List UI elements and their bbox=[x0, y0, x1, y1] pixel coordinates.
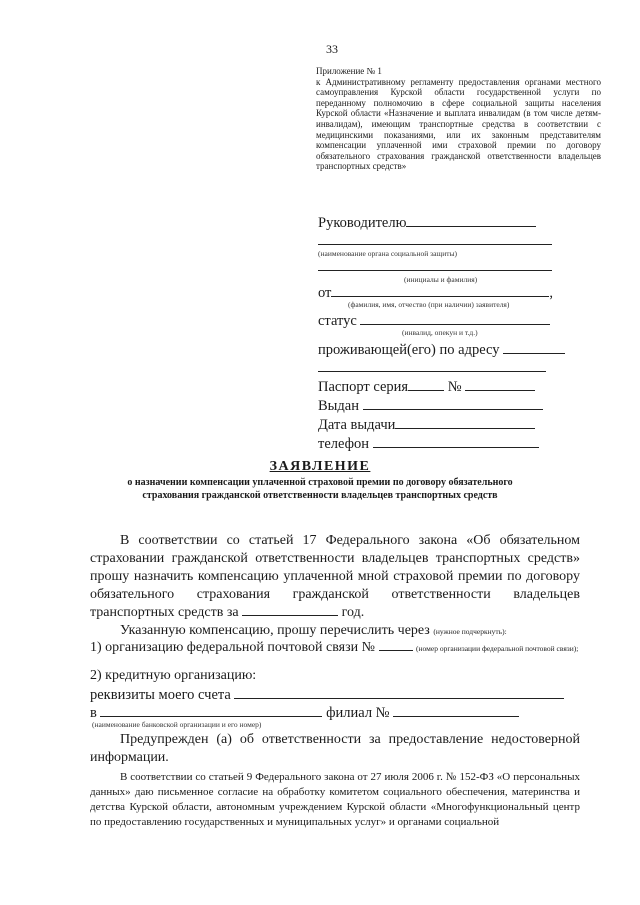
page-number: 33 bbox=[326, 42, 338, 56]
paragraph-request bbox=[90, 532, 580, 622]
requisites-field bbox=[90, 685, 564, 704]
passport-field bbox=[318, 377, 535, 396]
option-post-hint: (номер организации федеральной почтовой связи); bbox=[416, 644, 579, 653]
status-line[interactable] bbox=[360, 311, 550, 325]
option-bank: 2) кредитную организацию: bbox=[90, 668, 257, 683]
post-number-line[interactable] bbox=[379, 639, 413, 651]
document-title: ЗАЯВЛЕНИЕ bbox=[269, 459, 371, 474]
address-field bbox=[318, 340, 565, 359]
requisites-line[interactable] bbox=[234, 685, 564, 699]
issued-line[interactable] bbox=[363, 396, 543, 410]
passport-label: Паспорт серия bbox=[318, 379, 409, 395]
option-post bbox=[90, 639, 580, 658]
branch-label: филиал № bbox=[326, 705, 390, 721]
appendix-block bbox=[316, 66, 601, 172]
from-field: от , bbox=[318, 285, 554, 301]
paragraph-request-text: В соответствии со статьей 17 Федерального закона «Об обязательном страховании гражданской ответственности владельцев транспортных средств» прошу назначить компенсацию уплаченной мной страховой премии по договору обязательного страхования гражданской ответственности владельцев транспортных средств за bbox=[90, 533, 580, 620]
bank-line[interactable] bbox=[100, 703, 322, 717]
paragraph-warning: Предупрежден (а) об ответственности за предоставление недостоверной информации. bbox=[90, 732, 580, 765]
head-field bbox=[318, 213, 536, 232]
status-hint: (инвалид, опекун и т.д.) bbox=[402, 328, 478, 337]
paragraph-transfer-text: Указанную компенсацию, прошу перечислить через bbox=[120, 623, 430, 638]
head-line[interactable] bbox=[406, 213, 536, 227]
passport-series-line[interactable] bbox=[408, 377, 444, 391]
phone-field bbox=[318, 434, 539, 453]
issue-date-line[interactable] bbox=[395, 415, 535, 429]
option-post-text: 1) организацию федеральной почтовой связи № bbox=[90, 640, 375, 655]
from-hint: (фамилия, имя, отчество (при наличии) заявителя) bbox=[348, 300, 510, 309]
phone-label: телефон bbox=[318, 436, 370, 452]
status-label: статус bbox=[318, 313, 357, 329]
appendix-label: Приложение № 1 bbox=[316, 66, 382, 76]
from-line[interactable] bbox=[331, 283, 549, 297]
address-line-2[interactable] bbox=[318, 371, 546, 372]
issue-date-field bbox=[318, 415, 535, 434]
from-label: от bbox=[318, 285, 332, 301]
issue-date-label: Дата выдачи bbox=[318, 417, 396, 433]
appendix-text: к Административному регламенту предоставления органами местного самоуправления Курской области государственной услуги по переданному полномочию в сфере социальной защиты населения Курской области «Назначение и выплата инвалидам (в том числе детям-инвалидам), имеющим транспортные средства в соответствии с медицинскими показаниями, или их законным представителям компенсации уплаченной ими страховой премии по договору обязательного страхования гражданской ответственности владельцев транспортных средств» bbox=[316, 76, 601, 172]
in-label: в bbox=[90, 705, 97, 721]
branch-line[interactable] bbox=[393, 703, 519, 717]
paragraph-transfer-hint: (нужное подчеркнуть): bbox=[433, 627, 507, 636]
passport-number-line[interactable] bbox=[465, 377, 535, 391]
issued-label: Выдан bbox=[318, 398, 359, 414]
phone-line[interactable] bbox=[373, 434, 539, 448]
name-hint: (инициалы и фамилия) bbox=[404, 275, 478, 284]
org-line[interactable] bbox=[318, 244, 552, 245]
issued-field bbox=[318, 396, 543, 415]
name-line[interactable] bbox=[318, 270, 552, 271]
paragraph-consent: В соответствии со статьей 9 Федерального закона от 27 июля 2006 г. № 152-ФЗ «О персональных данных» даю письменное согласие на обработку комитетом социального обеспечения, материнства и детства Курской области, автономным учреждением Курской области «Многофункциональный центр по предоставлению государственных и муниципальных услуг» и органами социальной bbox=[90, 771, 580, 828]
paragraph-request-end: год. bbox=[341, 605, 365, 620]
address-line[interactable] bbox=[503, 340, 565, 354]
address-label: проживающей(его) по адресу bbox=[318, 342, 500, 358]
year-line[interactable] bbox=[242, 604, 338, 616]
requisites-label: реквизиты моего счета bbox=[90, 687, 231, 703]
document-subtitle: о назначении компенсации уплаченной страховой премии по договору обязательного страхования гражданской ответственности владельцев транспортных средств bbox=[127, 477, 513, 501]
bank-hint: (наименование банковской организации и его номер) bbox=[92, 720, 262, 729]
org-hint: (наименование органа социальной защиты) bbox=[318, 249, 458, 258]
head-label: Руководителю bbox=[318, 215, 407, 231]
passport-no-label: № bbox=[447, 379, 462, 395]
